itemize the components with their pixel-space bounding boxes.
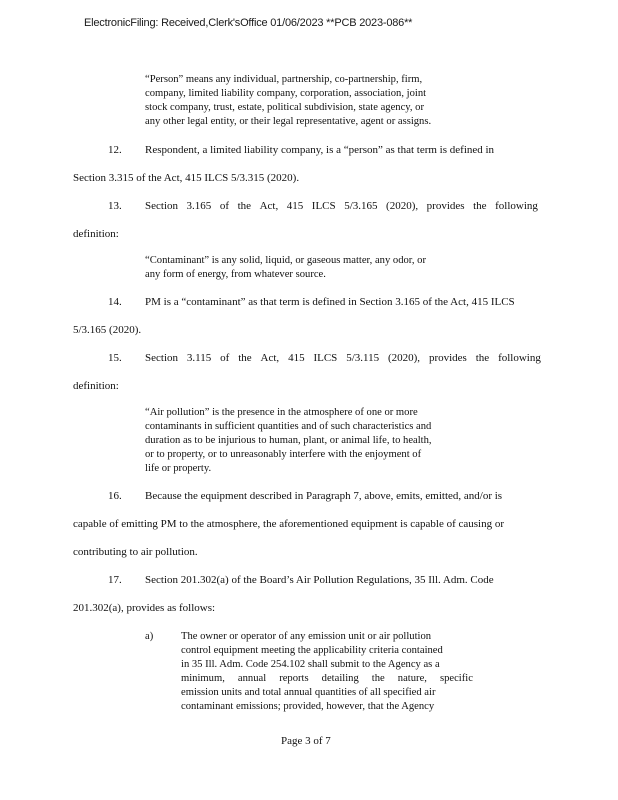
paragraph-text-line: Section 201.302(a) of the Board’s Air Pollution Regulations, 35 Ill. Adm. Code [145,574,494,586]
quote-justified-line [181,672,473,686]
paragraph-text-line: definition: [73,228,119,240]
paragraph-text-line: definition: [73,380,119,392]
quote-line: duration as to be injurious to human, plant, or animal life, to health, [145,435,432,446]
word: the [238,352,252,364]
regulation-label: a) [145,631,154,642]
word: annual [237,673,267,684]
word: specific [439,673,473,684]
paragraph-number: 14. [108,296,122,308]
quote-line: any form of energy, from whatever source. [145,269,326,280]
quote-line: life or property. [145,463,212,474]
paragraph-justified-line [145,352,541,365]
quote-line: “Air pollution” is the presence in the atmosphere of one or more [145,407,418,418]
word: (2020), [387,352,421,364]
quote-line: stock company, trust, estate, political subdivision, state agency, or [145,102,425,113]
paragraph-text-line: Because the equipment described in Paragraph 7, above, emits, emitted, and/or is [145,490,503,502]
quote-line: any other legal entity, or their legal representative, agent or assigns. [145,116,432,127]
word: Section [145,352,178,364]
word: the [371,673,385,684]
quote-line: company, limited liability company, corporation, association, joint [145,88,427,99]
word: following [495,200,538,212]
word: 415 [286,200,304,212]
quote-line: “Person” means any individual, partnership, co-partnership, firm, [145,74,423,85]
paragraph-number: 12. [108,144,122,156]
paragraph-text-line: 201.302(a), provides as follows: [73,602,216,614]
word: the [475,352,490,364]
paragraph-number: 13. [108,200,122,212]
quote-line: control equipment meeting the applicability criteria contained [181,645,443,656]
word: the [237,200,252,212]
quote-line: emission units and total annual quantities of all specified air [181,687,436,698]
word: (2020), [386,200,419,212]
word: ILCS [313,352,338,364]
word: 415 [288,352,305,364]
paragraph-text-line: Respondent, a limited liability company, is a “person” as that term is defined in [145,144,495,156]
paragraph-text-line: contributing to air pollution. [73,546,198,558]
word: Act, [260,352,280,364]
word: following [498,352,541,364]
quote-line: contaminants in sufficient quantities and of such characteristics and [145,421,432,432]
word: provides [428,352,467,364]
word: reports [279,673,309,684]
word: the [473,200,487,212]
word: of [219,200,230,212]
paragraph-text-line: PM is a “contaminant” as that term is defined in Section 3.165 of the Act, 415 ILCS [145,296,515,308]
paragraph-number: 15. [108,352,122,364]
quote-line: in 35 Ill. Adm. Code 254.102 shall submit to the Agency as a [181,659,440,670]
word: 3.165 [186,200,212,212]
paragraph-number: 16. [108,490,122,502]
page-number-footer: Page 3 of 7 [281,735,331,747]
word: of [220,352,230,364]
paragraph-text-line: Section 3.315 of the Act, 415 ILCS 5/3.315 (2020). [73,172,300,184]
word: minimum, [181,673,225,684]
word: 5/3.165 [344,200,378,212]
word: nature, [397,673,427,684]
word: provides [426,200,465,212]
paragraph-text-line: capable of emitting PM to the atmosphere, the aforementioned equipment is capable of causing or [73,518,505,530]
paragraph-number: 17. [108,574,122,586]
word: ILCS [311,200,336,212]
word: detailing [321,673,359,684]
quote-line: contaminant emissions; provided, however, that the Agency [181,701,435,712]
paragraph-justified-line [145,200,538,213]
paragraph-text-line: 5/3.165 (2020). [73,324,142,336]
quote-line: or to property, or to unreasonably interfere with the enjoyment of [145,449,422,460]
quote-line: “Contaminant” is any solid, liquid, or gaseous matter, any odor, or [145,255,427,266]
word: 3.115 [186,352,212,364]
word: Act, [259,200,279,212]
word: 5/3.115 [346,352,380,364]
word: Section [145,200,178,212]
filing-stamp-header: ElectronicFiling: Received,Clerk'sOffice 01/06/2023 **PCB 2023-086** [84,17,413,29]
quote-line: The owner or operator of any emission unit or air pollution [181,631,432,642]
